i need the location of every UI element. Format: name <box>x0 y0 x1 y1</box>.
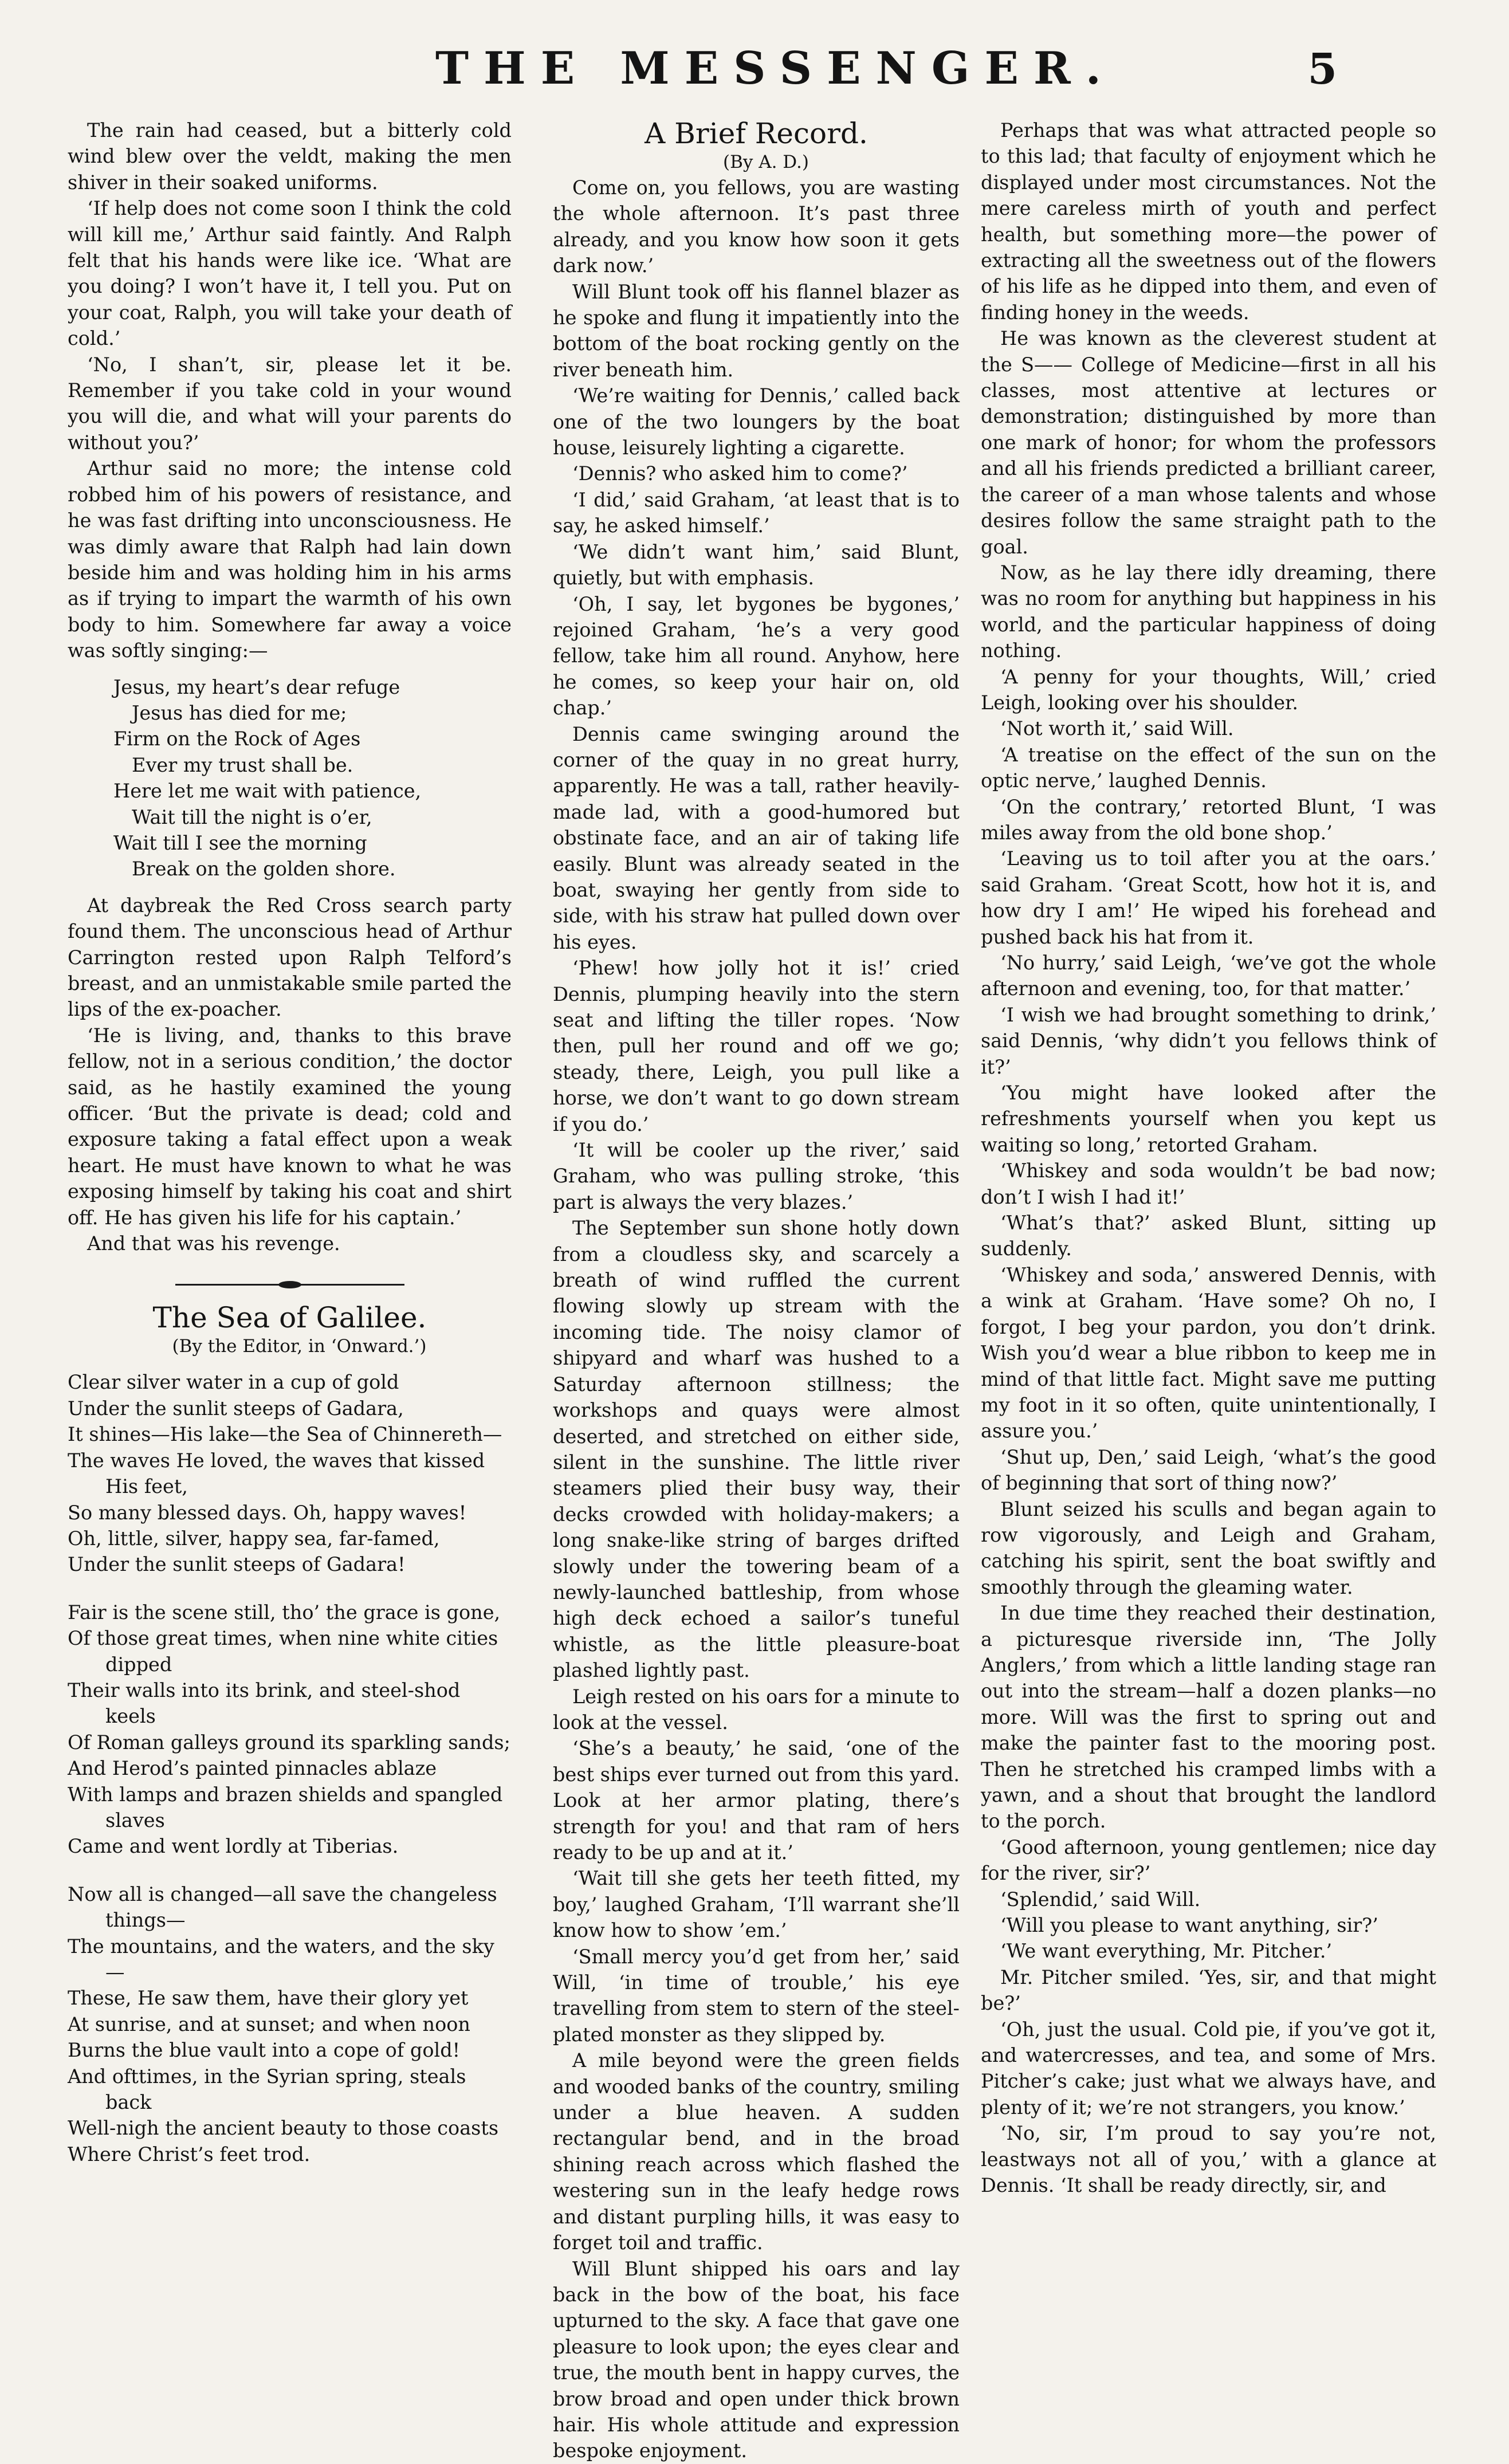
story-paragraph: ‘No, I shan’t, sir, please let it be. Remember if you take cold in your wound you will die, and what will your parents do without you?’ <box>68 353 512 454</box>
story-paragraph: Will Blunt shipped his oars and lay back in the bow of the boat, his face upturned to the sky. A face that gave one pleasure to look upon; the eyes clear and true, the mouth bent in happy curves, the brow broad and open under thick brown hair. His whole attitude and expression bespoke enjoyment. <box>553 2257 960 2462</box>
poem-line: Burns the blue vault into a cope of gold! <box>68 2039 461 2062</box>
poem-stanza-3 <box>68 1881 512 2167</box>
story-paragraph: Arthur said no more; the intense cold robbed him of his powers of resistance, and he was fast drifting into unconsciousness. He was dimly aware that Ralph had lain down beside him and was holding him in his arms as if trying to impart the warmth of his own body to him. Somewhere far away a voice was softly singing:— <box>68 457 512 662</box>
story-paragraph: ‘If help does not come soon I think the cold will kill me,’ Arthur said faintly. And Ralph felt that his hands were like ice. ‘What are you doing? I won’t have it, I tell you. Put on your coat, Ralph, you will take your death of cold.’ <box>68 197 512 350</box>
story-paragraph: ‘On the contrary,’ retorted Blunt, ‘I was miles away from the old bone shop.’ <box>981 795 1436 844</box>
hymn-line: Ever my trust shall be. <box>132 753 353 776</box>
story-paragraph: ‘We’re waiting for Dennis,’ called back one of the two loungers by the boat house, leisurely lighting a cigarette. <box>553 384 960 459</box>
section-divider <box>175 1284 404 1286</box>
poem-line: Well-nigh the ancient beauty to those coasts <box>68 2117 499 2140</box>
story-paragraph: ‘I did,’ said Graham, ‘at least that is to say, he asked himself.’ <box>553 488 960 537</box>
hymn-line: Wait till the night is o’er, <box>132 805 372 828</box>
story-paragraph: ‘We didn’t want him,’ said Blunt, quietly, but with emphasis. <box>553 540 960 590</box>
poem-line: Now all is changed—all save the changeless things— <box>68 1883 497 1932</box>
story-paragraph: ‘We want everything, Mr. Pitcher.’ <box>1000 1940 1333 1963</box>
story-paragraph: ‘A penny for your thoughts, Will,’ cried Leigh, looking over his shoulder. <box>981 665 1436 714</box>
story-paragraph: The rain had ceased, but a bitterly cold wind blew over the veldt, making the men shiver in their soaked uniforms. <box>68 119 512 194</box>
poem-line: And Herod’s painted pinnacles ablaze <box>68 1757 437 1780</box>
poem-line: And ofttimes, in the Syrian spring, steals back <box>68 2065 466 2114</box>
column-2 <box>553 117 960 2464</box>
hymn-line: Firm on the Rock of Ages <box>113 728 361 750</box>
story-paragraph: ‘It will be cooler up the river,’ said Graham, who was pulling stroke, ‘this part is always the very blazes.’ <box>553 1139 960 1213</box>
poem-line: The waves He loved, the waves that kissed His feet, <box>68 1449 485 1498</box>
hymn-line: Break on the golden shore. <box>132 858 396 881</box>
column-3 <box>981 117 1436 2199</box>
story-paragraph: At daybreak the Red Cross search party found them. The unconscious head of Arthur Carrington rested upon Ralph Telford’s breast, and an unmistakable smile parted the lips of the ex-poacher. <box>68 894 512 1021</box>
poem-line: So many blessed days. Oh, happy waves! <box>68 1501 467 1524</box>
article-byline-galilee: (By the Editor, in ‘Onward.’) <box>172 1336 427 1357</box>
story-paragraph: ‘He is living, and, thanks to this brave fellow, not in a serious condition,’ the doctor said, as he hastily examined the young officer. ‘But the private is dead; cold and exposure taking a fatal effect upon a weak heart. He must have known to what he was exposing himself by taking his coat and shirt off. He has given his life for his captain.’ <box>68 1024 512 1229</box>
story-paragraph: ‘Phew! how jolly hot it is!’ cried Dennis, plumping heavily into the stern seat and lifting the tiller ropes. ‘Now then, pull her round and off we go; steady, there, Leigh, you pull like a horse, we don’t want to go down stream if you do.’ <box>553 957 960 1135</box>
story-paragraph: ‘Oh, just the usual. Cold pie, if you’ve got it, and watercresses, and tea, and some of Mrs. Pitcher’s cake; just what we always have, and plenty of it; we’re not strangers, you know.’ <box>981 2018 1436 2119</box>
poem-line: Fair is the scene still, tho’ the grace is gone, <box>68 1601 501 1624</box>
story-paragraph: ‘Splendid,’ said Will. <box>1000 1888 1201 1911</box>
column-1 <box>68 117 512 2167</box>
story-paragraph: ‘Leaving us to toil after you at the oars.’ said Graham. ‘Great Scott, how hot it is, and how dry I am!’ He wiped his forehead and pushed back his hat from it. <box>981 847 1436 948</box>
poem-line: Where Christ’s feet trod. <box>68 2143 311 2166</box>
story-paragraph: Come on, you fellows, you are wasting the whole afternoon. It’s past three already, and you know how soon it gets dark now.’ <box>553 176 960 277</box>
story-paragraph: Now, as he lay there idly dreaming, there was no room for anything but happiness in his world, and the particular happiness of doing nothing. <box>981 561 1436 662</box>
story-paragraph: ‘Dennis? who asked him to come?’ <box>572 462 908 485</box>
poem-line: These, He saw them, have their glory yet <box>68 1987 469 2010</box>
poem-stanza-2 <box>68 1600 512 1860</box>
story-paragraph: ‘Will you please to want anything, sir?’ <box>1000 1914 1378 1937</box>
poem-line: Under the sunlit steeps of Gadara, <box>68 1397 404 1420</box>
story-paragraph: ‘Not worth it,’ said Will. <box>1000 717 1234 740</box>
story-paragraph: ‘I wish we had brought something to drink,’ said Dennis, ‘why didn’t you fellows think of it?’ <box>981 1003 1436 1078</box>
article-byline-brief-record: (By A. D.) <box>722 152 809 172</box>
story-paragraph: Mr. Pitcher smiled. ‘Yes, sir, and that might be?’ <box>981 1966 1436 2015</box>
poem-line: At sunrise, and at sunset; and when noon <box>68 2013 471 2035</box>
article-title-galilee: The Sea of Galilee. <box>152 1301 427 1335</box>
story-paragraph: ‘You might have looked after the refreshments yourself when you kept us waiting so long,’ retorted Graham. <box>981 1082 1436 1156</box>
poem-line: Of Roman galleys ground its sparkling sands; <box>68 1731 510 1754</box>
story-paragraph: ‘Whiskey and soda wouldn’t be bad now; don’t I wish I had it!’ <box>981 1160 1436 1208</box>
story-paragraph: ‘No, sir, I’m proud to say you’re not, leastways not all of you,’ with a glance at Dennis. ‘It shall be ready directly, sir, and <box>981 2122 1436 2197</box>
story-paragraph: Will Blunt took off his flannel blazer as he spoke and flung it impatiently into the bottom of the boat rocking gently on the river beneath him. <box>553 280 960 381</box>
poem-stanza-1 <box>68 1369 512 1577</box>
story-paragraph: He was known as the cleverest student at the S—— College of Medicine—first in all his classes, most attentive at lectures or demonstration; distinguished by more than one mark of honor; for whom the professors and all his friends predicted a brilliant career, the career of a man whose talents and whose desires follow the same straight path to the goal. <box>981 327 1436 558</box>
story-paragraph: Dennis came swinging around the corner of the quay in no great hurry, apparently. He was a tall, rather heavily-made lad, with a good-humored but obstinate face, and an air of taking life easily. Blunt was already seated in the boat, swaying her gently from side to side, with his straw hat pulled down over his eyes. <box>553 722 960 953</box>
poem-line: Their walls into its brink, and steel-shod keels <box>68 1679 461 1728</box>
story-paragraph: ‘She’s a beauty,’ he said, ‘one of the best ships ever turned out from this yard. Look at her armor plating, there’s strength for you! and that ram of hers ready to be up and at it.’ <box>553 1737 960 1864</box>
poem-line: Of those great times, when nine white cities dipped <box>68 1627 498 1676</box>
hymn-line: Wait till I see the morning <box>113 831 367 854</box>
story-paragraph: ‘Wait till she gets her teeth fitted, my boy,’ laughed Graham, ‘I’ll warrant she’ll know how to show ’em.’ <box>553 1867 960 1942</box>
story-paragraph: Blunt seized his sculls and began again to row vigorously, and Leigh and Graham, catching his spirit, sent the boat swiftly and smoothly through the gleaming water. <box>981 1498 1436 1598</box>
story-paragraph: ‘No hurry,’ said Leigh, ‘we’ve got the whole afternoon and evening, too, for that matter.’ <box>981 952 1436 1000</box>
story-paragraph: Leigh rested on his oars for a minute to look at the vessel. <box>553 1685 960 1734</box>
article-title-brief-record: A Brief Record. <box>645 117 868 150</box>
page-number: 5 <box>1307 45 1337 94</box>
story-paragraph: Perhaps that was what attracted people so to this lad; that faculty of enjoyment which he displayed under most circumstances. Not the mere careless mirth of youth and perfect health, but something more—the power of extracting all the sweetness out of the flowers of his life as he dipped into them, and even of finding honey in the weeds. <box>981 119 1436 324</box>
story-paragraph: ‘Shut up, Den,’ said Leigh, ‘what’s the good of beginning that sort of thing now?’ <box>981 1445 1436 1495</box>
poem-line: The mountains, and the waters, and the sky— <box>68 1935 494 1983</box>
story-paragraph: The September sun shone hotly down from a cloudless sky, and scarcely a breath of wind ruffled the current flowing slowly up stream with the incoming tide. The noisy clamor of shipyard and wharf was hushed to a Saturday afternoon stillness; the workshops and quays were almost deserted, and stretched on either side, silent in the sunshine. The little river steamers plied their busy way, their decks crowded with holiday-makers; a long snake-like string of barges drifted slowly under the towering beam of a newly-launched battleship, from whose high deck echoed a sailor’s tuneful whistle, as the little pleasure-boat plashed lightly past. <box>553 1217 960 1682</box>
story-paragraph: In due time they reached their destination, a picturesque riverside inn, ‘The Jolly Anglers,’ from which a little landing stage ran out into the stream—half a dozen planks—no more. Will was the first to spring out and make the painter fast to the mooring post. Then he stretched his cramped limbs with a yawn, and a shout that brought the landlord to the porch. <box>981 1602 1436 1833</box>
story-paragraph: ‘What’s that?’ asked Blunt, sitting up suddenly. <box>981 1212 1436 1260</box>
story-paragraph: ‘A treatise on the effect of the sun on the optic nerve,’ laughed Dennis. <box>981 743 1436 792</box>
poem-line: Clear silver water in a cup of gold <box>68 1371 399 1394</box>
poem-line: With lamps and brazen shields and spangled slaves <box>68 1783 503 1832</box>
masthead <box>0 34 1509 109</box>
hymn-verse <box>68 674 512 882</box>
story-paragraph: ‘Small mercy you’d get from her,’ said Will, ‘in time of trouble,’ his eye travelling from stem to stern of the steel-plated monster as they slipped by. <box>553 1945 960 2046</box>
poem-line: Came and went lordly at Tiberias. <box>68 1835 399 1858</box>
hymn-line: Jesus has died for me; <box>132 701 347 724</box>
poem-line: Under the sunlit steeps of Gadara! <box>68 1553 406 1576</box>
hymn-line: Jesus, my heart’s dear refuge <box>113 675 400 698</box>
story-paragraph: A mile beyond were the green fields and wooded banks of the country, smiling under a blue heaven. A sudden rectangular bend, and in the broad shining reach across which flashed the westering sun in the leafy hedge rows and distant purpling hills, it was easy to forget toil and traffic. <box>553 2049 960 2254</box>
masthead-title: THE MESSENGER. <box>435 42 1116 95</box>
story-paragraph: And that was his revenge. <box>87 1232 340 1255</box>
story-paragraph: ‘Good afternoon, young gentlemen; nice day for the river, sir?’ <box>981 1836 1436 1885</box>
poem-line: Oh, little, silver, happy sea, far-famed, <box>68 1527 440 1550</box>
poem-line: It shines—His lake—the Sea of Chinnereth— <box>68 1423 502 1446</box>
story-paragraph: ‘Whiskey and soda,’ answered Dennis, with a wink at Graham. ‘Have some? Oh no, I forgot, I beg your pardon, you don’t drink. Wish you’d wear a blue ribbon to keep me in mind of that little fact. Might save me putting my foot in it so often, quite unintentionally, I assure you.’ <box>981 1263 1436 1443</box>
story-paragraph: ‘Oh, I say, let bygones be bygones,’ rejoined Graham, ‘he’s a very good fellow, take him all round. Anyhow, here he comes, so keep your hair on, old chap.’ <box>553 592 960 720</box>
hymn-line: Here let me wait with patience, <box>113 780 422 803</box>
